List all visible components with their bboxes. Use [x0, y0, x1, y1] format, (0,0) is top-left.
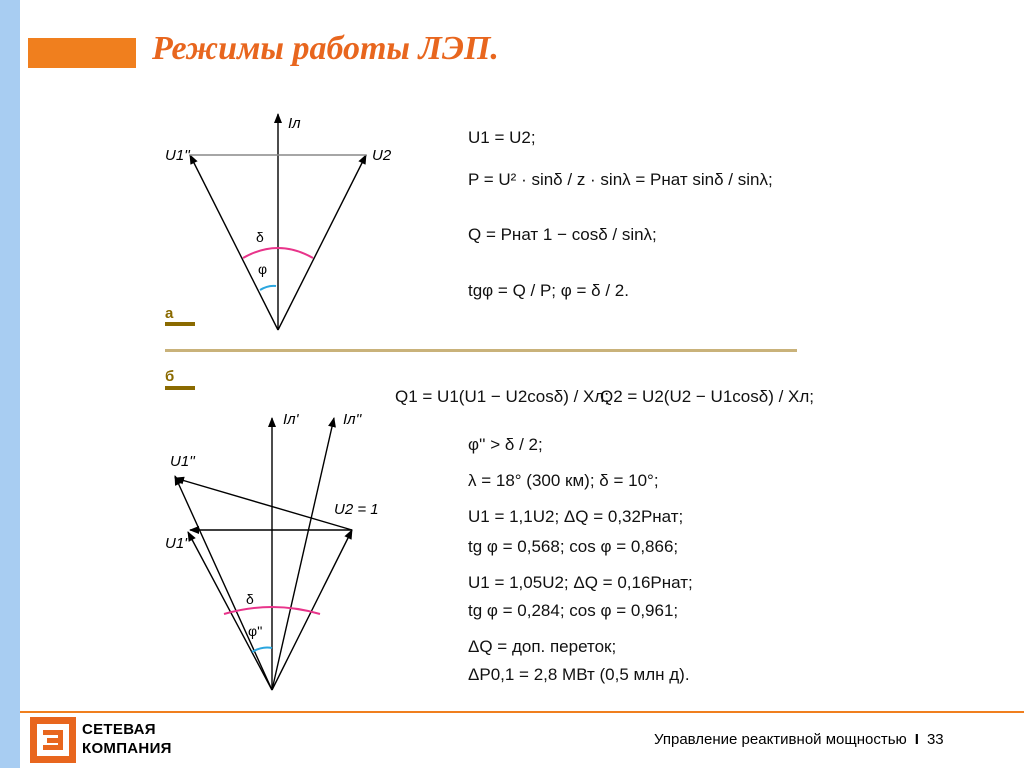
u2-vector-a — [278, 155, 366, 330]
formula-b-line5: U1 = 1,05U2; ΔQ = 0,16Pнат; — [468, 573, 693, 592]
current1-label-b: Iл' — [283, 411, 299, 428]
u1pp-drop-b — [175, 478, 352, 530]
u1pp-label-b: U1'' — [170, 453, 195, 470]
current2-label-b: Iл'' — [343, 411, 362, 428]
formula-b-line7: ΔQ = доп. переток; — [468, 637, 617, 656]
formulas-b — [395, 387, 814, 684]
current-label-a: Iл — [288, 115, 301, 132]
u1p-label-b: U1' — [165, 535, 188, 552]
formula-a-line3: Q = Pнат 1 − cosδ / sinλ; — [468, 225, 657, 244]
slide-title: Режимы работы ЛЭП. — [152, 30, 499, 67]
section-a-underline — [165, 322, 195, 326]
formula-b-q1: Q1 = U1(U1 − U2cosδ) / Xл; — [395, 387, 610, 406]
logo-inner — [37, 724, 69, 756]
company-logo — [30, 717, 76, 763]
section-b-label: б — [165, 368, 175, 385]
formula-a-line4: tgφ = Q / P; φ = δ / 2. — [468, 281, 629, 300]
footer-caption: Управление реактивной мощностью — [654, 731, 907, 748]
diagram-b — [175, 418, 352, 690]
u1p-vector-b — [188, 532, 272, 690]
footer-divider — [20, 711, 1024, 713]
formula-b-q2: Q2 = U2(U2 − U1cosδ) / Xл; — [600, 387, 815, 406]
page-number: 33 — [926, 731, 944, 748]
u2-label-b: U2 = 1 — [334, 501, 379, 518]
company-name-line1: СЕТЕВАЯ — [82, 721, 156, 738]
delta-label-a: δ — [256, 229, 264, 245]
u2-vector-b — [272, 530, 352, 690]
company-name-line2: КОМПАНИЯ — [82, 740, 172, 757]
phi-arc-a — [260, 286, 276, 290]
formula-a-line2: P = U² · sinδ / z · sinλ = Pнат sinδ / sinλ; — [468, 170, 773, 189]
section-a-label: а — [165, 305, 174, 322]
formula-b-line1: φ'' > δ / 2; — [468, 435, 543, 454]
section-divider — [165, 349, 797, 352]
footer-caption-block — [654, 731, 944, 748]
section-b-underline — [165, 386, 195, 390]
u2-label-a: U2 — [372, 147, 392, 164]
phi-label-b: φ'' — [248, 623, 263, 639]
formula-b-line6: tg φ = 0,284; cos φ = 0,961; — [468, 601, 679, 620]
formula-b-line8: ΔP0,1 = 2,8 МВт (0,5 млн д). — [468, 665, 690, 684]
formula-b-line3: U1 = 1,1U2; ΔQ = 0,32Pнат; — [468, 507, 684, 526]
u1pp-vector-b — [175, 476, 272, 690]
company-name — [82, 720, 172, 758]
u1-label-a: U1'' — [165, 147, 190, 164]
phi-arc-b — [252, 648, 272, 653]
u1-vector-a — [190, 155, 278, 330]
formula-a-line1: U1 = U2; — [468, 128, 536, 147]
delta-label-b: δ — [246, 591, 254, 607]
current2-vector-b — [272, 418, 334, 690]
formula-b-line2: λ = 18° (300 км); δ = 10°; — [468, 471, 659, 490]
formula-b-line4: tg φ = 0,568; cos φ = 0,866; — [468, 537, 679, 556]
diagram-a — [190, 114, 366, 330]
footer-separator: I — [914, 731, 919, 748]
formulas-a — [468, 128, 773, 300]
phi-label-a: φ — [258, 261, 268, 277]
